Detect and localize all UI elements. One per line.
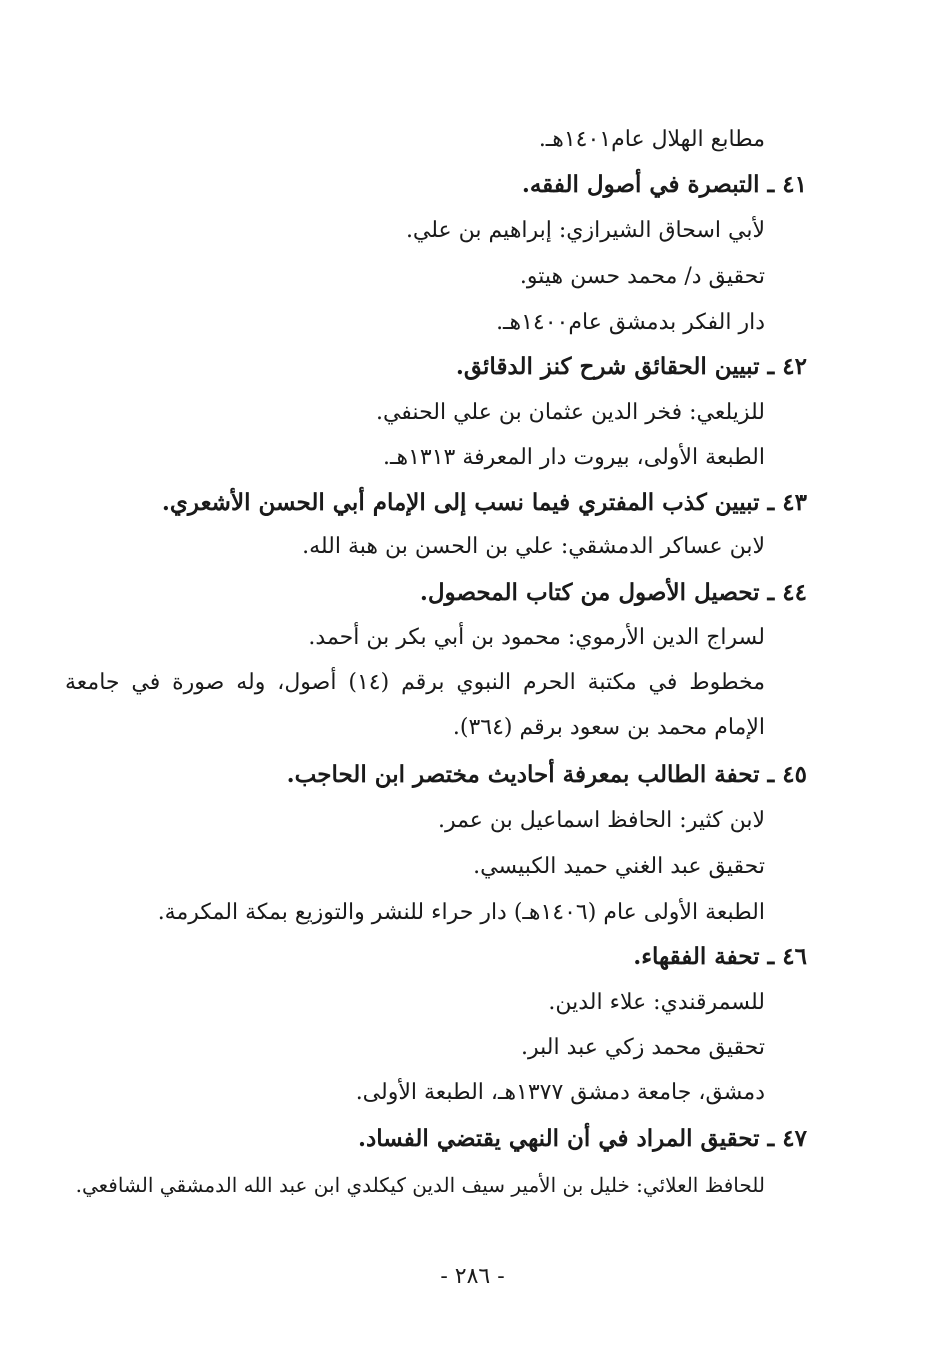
entry-heading: ٤٥ ـ تحفة الطالب بمعرفة أحاديث مختصر ابن الحاجب. [286,761,807,788]
entry-heading: ٤٢ ـ تبيين الحقائق شرح كنز الدقائق. [455,353,807,380]
text-line: للحافظ العلائي: خليل بن الأمير سيف الدين كيكلدي ابن عبد الله الدمشقي الشافعي. [75,1173,765,1197]
text-line: مطابع الهلال عام١٤٠١هـ. [538,127,765,152]
text-line: لسراج الدين الأرموي: محمود بن أبي بكر بن أحمد. [308,625,765,650]
text-line: تحقيق د/ محمد حسن هيتو. [519,264,765,289]
text-line: لابن كثير: الحافظ اسماعيل بن عمر. [437,808,765,833]
text-line: لابن عساكر الدمشقي: علي بن الحسن بن هبة الله. [302,534,765,559]
text-line: دار الفكر بدمشق عام١٤٠٠هـ. [496,310,765,335]
text-line: لأبي اسحاق الشيرازي: إبراهيم بن علي. [405,218,765,243]
text-line: الطبعة الأولى، بيروت دار المعرفة ١٣١٣هـ. [383,445,765,470]
text-line: دمشق، جامعة دمشق ١٣٧٧هـ، الطبعة الأولى. [355,1080,765,1105]
text-line: الطبعة الأولى عام (١٤٠٦هـ) دار حراء للنشر والتوزيع بمكة المكرمة. [157,900,765,925]
text-line: للسمرقندي: علاء الدين. [548,990,765,1015]
page-number: - ٢٨٦ - [440,1264,505,1289]
entry-heading: ٤١ ـ التبصرة في أصول الفقه. [521,171,807,198]
text-line: مخطوط في مكتبة الحرم النبوي برقم (١٤) أصول، وله صورة في جامعة [65,670,765,695]
entry-heading: ٤٧ ـ تحقيق المراد في أن النهي يقتضي الفساد. [358,1125,807,1152]
entry-heading: ٤٦ ـ تحفة الفقهاء. [633,943,807,970]
text-line: الإمام محمد بن سعود برقم (٣٦٤). [452,715,765,740]
entry-heading: ٤٣ ـ تبيين كذب المفتري فيما نسب إلى الإمام أبي الحسن الأشعري. [161,489,807,516]
entry-heading: ٤٤ ـ تحصيل الأصول من كتاب المحصول. [419,579,807,606]
text-line: للزيلعي: فخر الدين عثمان بن علي الحنفي. [375,400,765,425]
text-line: تحقيق عبد الغني حميد الكبيسي. [473,854,765,879]
text-line: تحقيق محمد زكي عبد البر. [521,1035,765,1060]
